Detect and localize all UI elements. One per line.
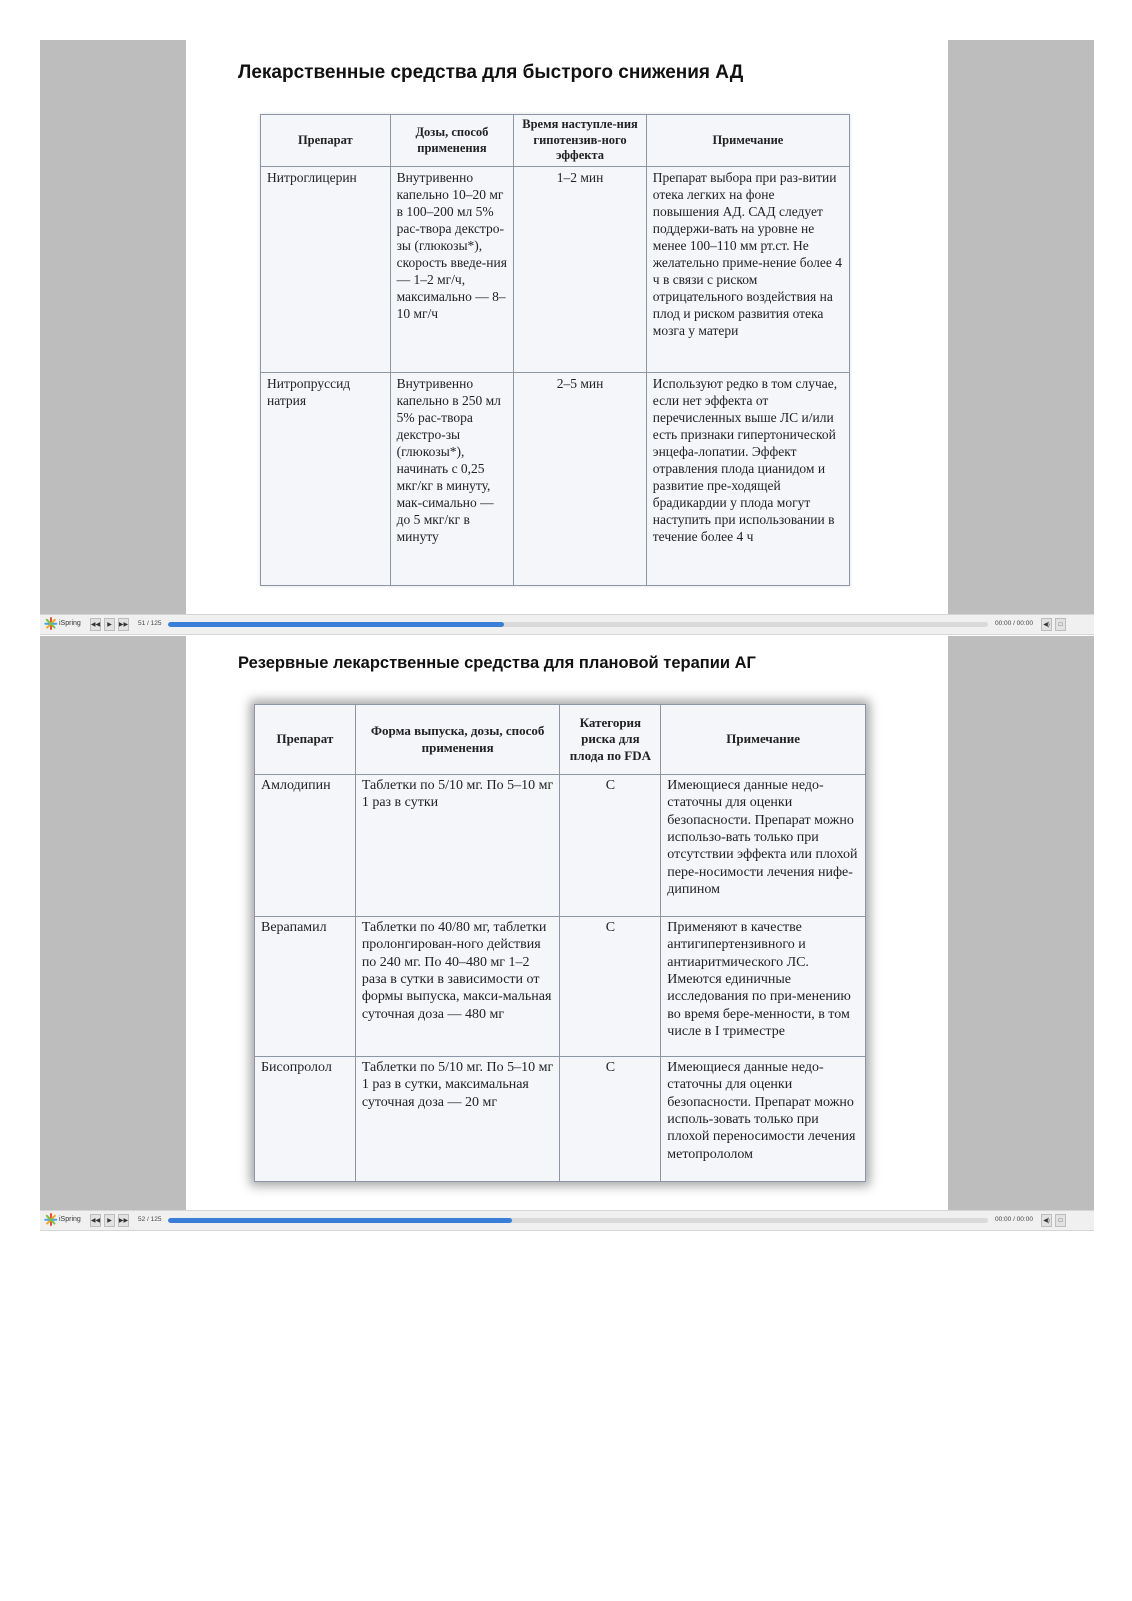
play-icon: ▶ — [107, 621, 112, 628]
volume-icon: ◀) — [1043, 621, 1050, 628]
play-button[interactable] — [104, 1214, 115, 1227]
ispring-logo-text: iSpring — [59, 1216, 81, 1223]
slide-page — [186, 636, 948, 1210]
slide-page — [186, 40, 948, 614]
table-row — [261, 167, 850, 373]
header-dose: Дозы, способ применения — [390, 115, 514, 167]
slide-title: Лекарственные средства для быстрого снижения АД — [238, 62, 744, 83]
table-row — [255, 775, 866, 917]
table-row — [261, 373, 850, 586]
cell-form: Таблетки по 40/80 мг, таблетки пролонгирован-ного действия по 240 мг. По 40–480 мг 1–2 раза в сутки в зависимости от формы выпуска, макси-мальная суточная доза — 480 мг — [355, 917, 560, 1057]
next-slide-button[interactable] — [118, 1214, 129, 1227]
slide-viewer-2 — [40, 636, 1094, 1231]
progress-fill — [168, 1218, 512, 1223]
table-header-row — [261, 115, 850, 167]
ispring-logo-icon — [44, 617, 57, 630]
table-header-row — [255, 705, 866, 775]
slide-counter: 51 / 125 — [138, 620, 162, 627]
cell-note: Препарат выбора при раз-витии отека легких на фоне повышения АД. САД следует поддержи-вать на уровне не менее 100–110 мм рт.ст. Не желательно приме-нение более 4 ч в связи с риском отрицательного воздействия на плод и риском развития отека мозга у матери — [646, 167, 849, 373]
ispring-logo-text: iSpring — [59, 620, 81, 627]
slide-viewer-1 — [40, 40, 1094, 635]
cell-drug: Бисопролол — [255, 1057, 356, 1182]
next-slide-button[interactable] — [118, 618, 129, 631]
cell-form: Таблетки по 5/10 мг. По 5–10 мг 1 раз в сутки — [355, 775, 560, 917]
cell-drug: Нитропруссид натрия — [261, 373, 391, 586]
table-row — [255, 1057, 866, 1182]
slide-background — [40, 636, 1094, 1210]
cell-drug: Верапамил — [255, 917, 356, 1057]
fullscreen-icon: □ — [1058, 621, 1063, 628]
drug-table — [254, 704, 866, 1182]
header-drug: Препарат — [261, 115, 391, 167]
cell-drug: Нитроглицерин — [261, 167, 391, 373]
drug-table — [260, 114, 850, 586]
progress-bar[interactable] — [168, 622, 988, 627]
ispring-logo — [44, 1213, 81, 1226]
header-fda-category: Категория риска для плода по FDA — [560, 705, 661, 775]
slide-counter: 52 / 125 — [138, 1216, 162, 1223]
play-button[interactable] — [104, 618, 115, 631]
header-drug: Препарат — [255, 705, 356, 775]
cell-fda-category: C — [560, 1057, 661, 1182]
skip-forward-icon: ▶▶ — [118, 621, 129, 628]
cell-drug: Амлодипин — [255, 775, 356, 917]
progress-bar[interactable] — [168, 1218, 988, 1223]
time-display: 00:00 / 00:00 — [995, 1216, 1033, 1223]
header-form: Форма выпуска, дозы, способ применения — [355, 705, 560, 775]
player-controls — [40, 614, 1094, 635]
cell-dose: Внутривенно капельно 10–20 мг в 100–200 мл 5% рас-твора декстро-зы (глюкозы*), скорость введе-ния — 1–2 мг/ч, максимально — 8–10 мг/ч — [390, 167, 514, 373]
volume-button[interactable] — [1041, 618, 1052, 631]
fullscreen-icon: □ — [1058, 1217, 1063, 1224]
cell-note: Применяют в качестве антигипертензивного и антиаритмического ЛС. Имеются единичные исследования по при-менению во время бере-менности, в том числе в I триместре — [661, 917, 866, 1057]
volume-button[interactable] — [1041, 1214, 1052, 1227]
table-row — [255, 917, 866, 1057]
header-note: Примечание — [661, 705, 866, 775]
volume-icon: ◀) — [1043, 1217, 1050, 1224]
cell-onset: 2–5 мин — [514, 373, 647, 586]
ispring-logo — [44, 617, 81, 630]
cell-fda-category: C — [560, 917, 661, 1057]
cell-note: Имеющиеся данные недо-статочны для оценки безопасности. Препарат можно использо-вать только при отсутствии эффекта или плохой пере-носимости лечения нифе-дипином — [661, 775, 866, 917]
ispring-logo-icon — [44, 1213, 57, 1226]
play-icon: ▶ — [107, 1217, 112, 1224]
previous-slide-button[interactable] — [90, 618, 101, 631]
fullscreen-button[interactable] — [1055, 618, 1066, 631]
header-note: Примечание — [646, 115, 849, 167]
cell-fda-category: C — [560, 775, 661, 917]
fullscreen-button[interactable] — [1055, 1214, 1066, 1227]
cell-onset: 1–2 мин — [514, 167, 647, 373]
scanned-table-image — [260, 114, 850, 586]
cell-note: Используют редко в том случае, если нет эффекта от перечисленных выше ЛС и/или есть признаки гипертонической энцефа-лопатии. Эффект отравления плода цианидом и развитие пре-ходящей брадикардии у плода могут наступить при использовании в течение более 4 ч — [646, 373, 849, 586]
header-onset: Время наступле-ния гипотензив-ного эффекта — [514, 115, 647, 167]
player-controls — [40, 1210, 1094, 1231]
scanned-table-image — [254, 704, 866, 1182]
skip-back-icon: ◀◀ — [90, 621, 101, 628]
cell-form: Таблетки по 5/10 мг. По 5–10 мг 1 раз в сутки, максимальная суточная доза — 20 мг — [355, 1057, 560, 1182]
previous-slide-button[interactable] — [90, 1214, 101, 1227]
slide-title: Резервные лекарственные средства для плановой терапии АГ — [238, 654, 756, 672]
cell-note: Имеющиеся данные недо-статочны для оценки безопасности. Препарат можно исполь-зовать только при плохой переносимости лечения метопрололом — [661, 1057, 866, 1182]
skip-back-icon: ◀◀ — [90, 1217, 101, 1224]
progress-fill — [168, 622, 504, 627]
time-display: 00:00 / 00:00 — [995, 620, 1033, 627]
cell-dose: Внутривенно капельно в 250 мл 5% рас-твора декстро-зы (глюкозы*), начинать с 0,25 мкг/кг в минуту, мак-симально — до 5 мкг/кг в минуту — [390, 373, 514, 586]
skip-forward-icon: ▶▶ — [118, 1217, 129, 1224]
slide-background — [40, 40, 1094, 614]
